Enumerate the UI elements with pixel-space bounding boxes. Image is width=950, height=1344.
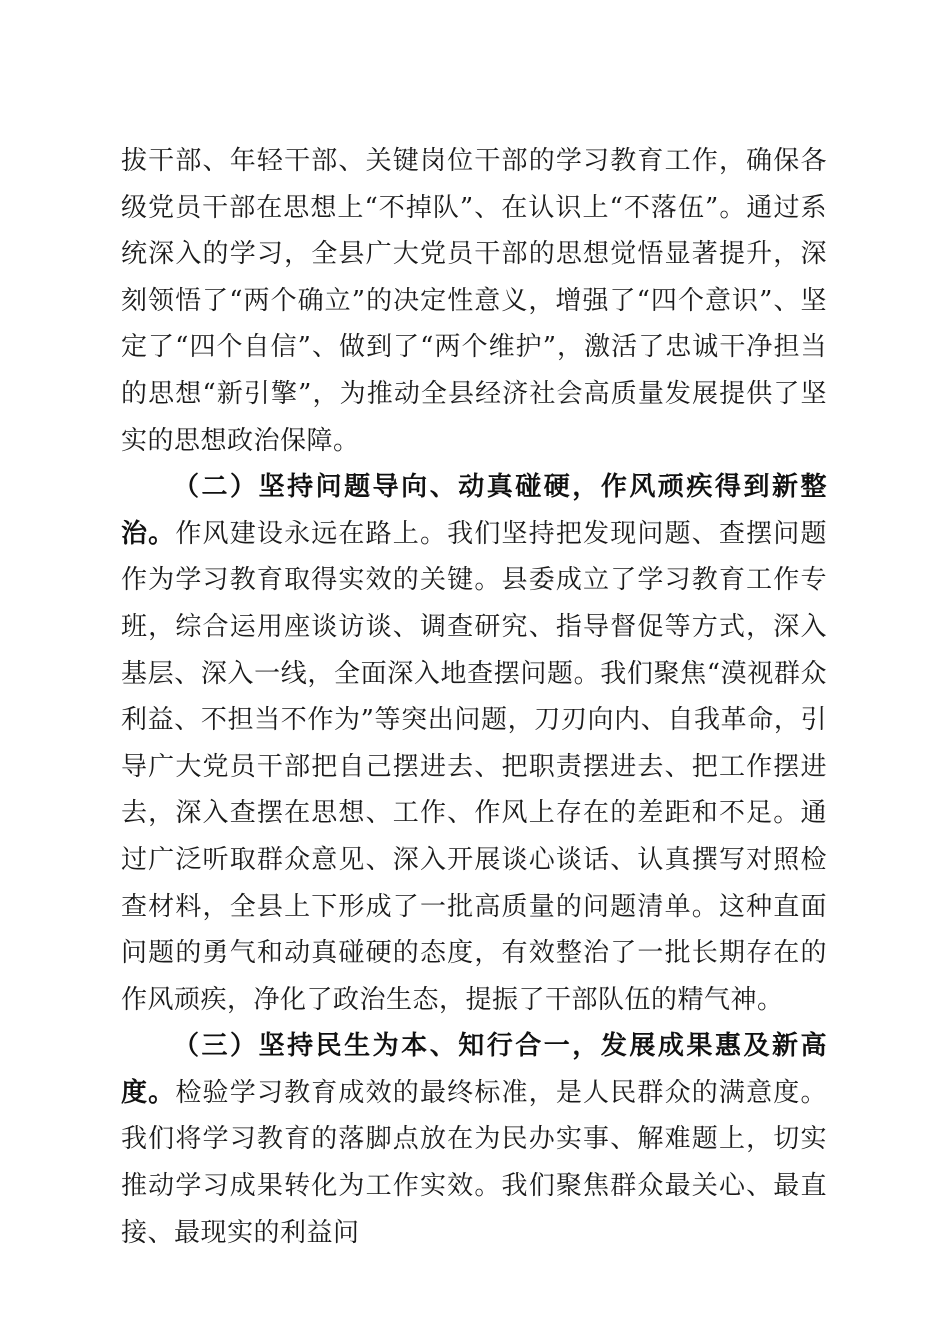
paragraph-2-text: 作风建设永远在路上。我们坚持把发现问题、查摆问题作为学习教育取得实效的关键。县委成立了学习教育工作专班，综合运用座谈访谈、调查研究、指导督促等方式，深入基层、深入一线，全面深入地查摆问题。我们聚焦“漠视群众利益、不担当不作为”等突出问题，刀刃向内、自我革命，引导广大党员干部把自己摆进去、把职责摆进去、把工作摆进去，深入查摆在思想、工作、作风上存在的差距和不足。通过广泛听取群众意见、深入开展谈心谈话、认真撰写对照检查材料，全县上下形成了一批高质量的问题清单。这种直面问题的勇气和动真碰硬的态度，有效整治了一批长期存在的作风顽疾，净化了政治生态，提振了干部队伍的精气神。 [121,518,827,1015]
paragraph-1-text: 拔干部、年轻干部、关键岗位干部的学习教育工作，确保各级党员干部在思想上“不掉队”、在认识上“不落伍”。通过系统深入的学习，全县广大党员干部的思想觉悟显著提升，深刻领悟了“两个确立”的决定性意义，增强了“四个意识”、坚定了“四个自信”、做到了“两个维护”，激活了忠诚干净担当的思想“新引擎”，为推动全县经济社会高质量发展提供了坚实的思想政治保障。 [121,146,827,456]
section-heading-3: （三）坚持民生为本、知行合一，发展成果惠及新高度。 [121,1031,827,1108]
paragraph-2 [121,464,827,1023]
paragraph-3-text: 检验学习教育成效的最终标准，是人民群众的满意度。我们将学习教育的落脚点放在为民办实事、解难题上，切实推动学习成果转化为工作实效。我们聚焦群众最关心、最直接、最现实的利益问 [121,1077,827,1248]
paragraph-1 [121,138,827,464]
document-body [121,138,827,1256]
section-heading-2: （二）坚持问题导向、动真碰硬，作风顽疾得到新整治。 [121,472,827,549]
paragraph-3 [121,1023,827,1256]
